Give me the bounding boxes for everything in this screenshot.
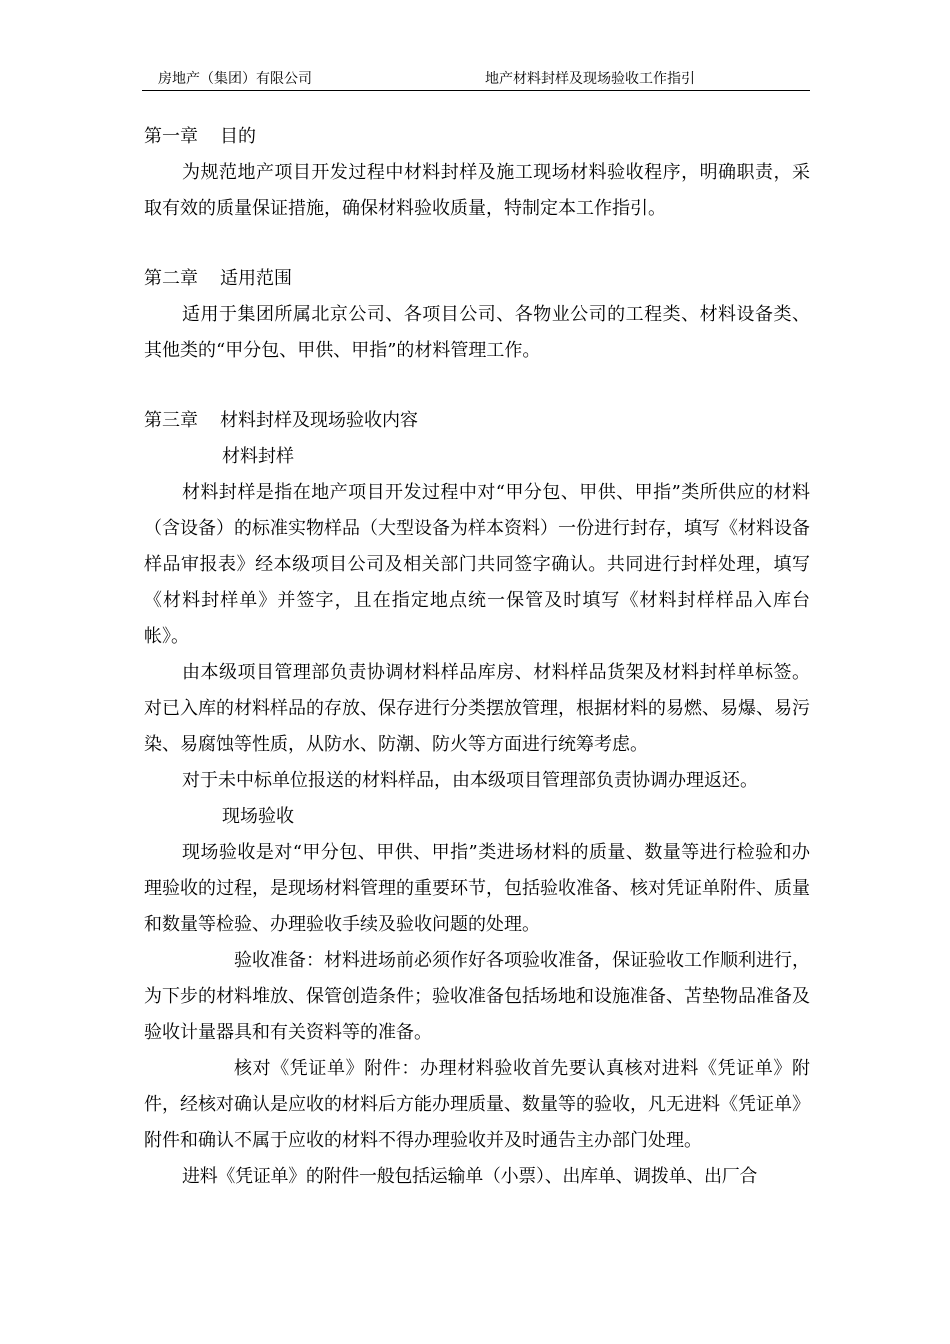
chapter-2-number: 第二章 <box>144 268 198 289</box>
document-body <box>144 119 810 1195</box>
chapter-3-number: 第三章 <box>144 410 198 431</box>
voucher-attachments-paragraph: 进料《凭证单》的附件一般包括运输单（小票）、出库单、调拨单、出厂合 <box>182 1166 758 1187</box>
chapter-2-title: 适用范围 <box>220 268 292 289</box>
chapter-3-title: 材料封样及现场验收内容 <box>220 410 418 431</box>
sealed-sample-paragraph-1: 材料封样是指在地产项目开发过程中对“甲分包、甲供、甲指”类所供应的材料（含设备）的标准实物样品（大型设备为样本资料）一份进行封存，填写《材料设备 样品审报表》经本级项目公司及相关部门共同签字确认。共同进行封样处理，填写《材料封样单》并签字，且在指定地点统一保管及时填写《材料封样样品入库台帐》。 <box>144 482 810 647</box>
section-site-acceptance-heading: 现场验收 <box>222 806 294 827</box>
sealed-sample-paragraph-3: 对于未中标单位报送的材料样品，由本级项目管理部负责协调办理返还。 <box>182 770 758 791</box>
header-document-title: 地产材料封样及现场验收工作指引 <box>485 71 695 87</box>
chapter-2-paragraph: 适用于集团所属北京公司、各项目公司、各物业公司的工程类、材料设备类、其他类的“甲分包、甲供、甲指”的材料管理工作。 <box>144 304 810 361</box>
chapter-2-heading <box>144 261 810 297</box>
chapter-3-heading <box>144 403 810 439</box>
acceptance-preparation-item: 验收准备：材料进场前必须作好各项验收准备，保证验收工作顺利进行，为下步的材料堆放、保管创造条件；验收准备包括场地和设施准备、苫垫物品准备及验收计量器具和有关资料等的准备。 <box>144 950 810 1043</box>
section-sealed-sample-heading: 材料封样 <box>222 446 294 467</box>
chapter-1-heading <box>144 119 810 155</box>
chapter-1-paragraph: 为规范地产项目开发过程中材料封样及施工现场材料验收程序，明确职责，采取有效的质量保证措施，确保材料验收质量，特制定本工作指引。 <box>144 162 810 219</box>
header-company: 房地产（集团）有限公司 <box>158 71 312 87</box>
chapter-1-title: 目的 <box>220 126 256 147</box>
sealed-sample-paragraph-2: 由本级项目管理部负责协调材料样品库房、材料样品货架及材料封样单标签。对已入库的材料样品的存放、保存进行分类摆放管理，根据材料的易燃、易爆、易污染、易腐蚀等性质，从防水、防潮、防火等方面进行统筹考虑。 <box>144 662 810 755</box>
page-header <box>142 70 810 91</box>
chapter-1-number: 第一章 <box>144 126 198 147</box>
voucher-verification-item: 核对《凭证单》附件：办理材料验收首先要认真核对进料《凭证单》附件，经核对确认是应收的材料后方能办理质量、数量等的验收，凡无进料《凭证单》附件和确认不属于应收的材料不得办理验收并及时通告主办部门处理。 <box>144 1058 810 1151</box>
site-acceptance-paragraph-1: 现场验收是对“甲分包、甲供、甲指”类进场材料的质量、数量等进行检验和办理验收的过程，是现场材料管理的重要环节，包括验收准备、核对凭证单附件、质量和数量等检验、办理验收手续及验收问题的处理。 <box>144 842 810 935</box>
